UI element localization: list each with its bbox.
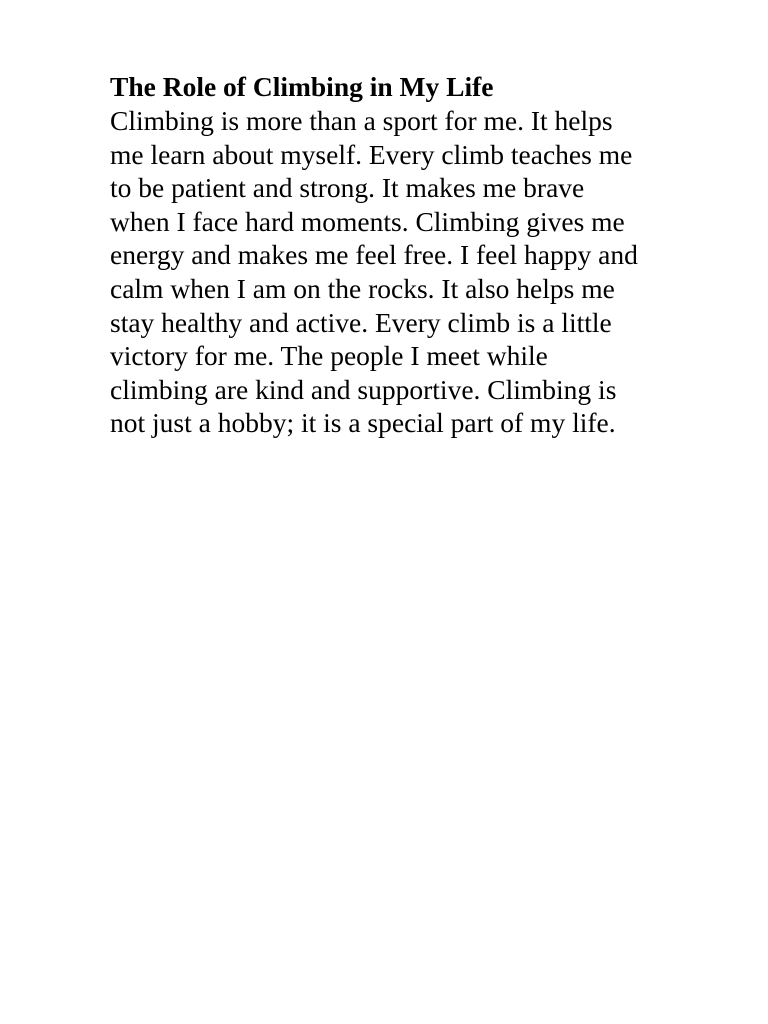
body-line: not just a hobby; it is a special part of my life. <box>110 407 616 439</box>
body-line: me learn about myself. Every climb teaches me <box>110 138 633 170</box>
document-title: The Role of Climbing in My Life <box>110 71 494 102</box>
body-line: calm when I am on the rocks. It also helps me <box>110 272 615 304</box>
document-content <box>110 70 710 440</box>
body-line: stay healthy and active. Every climb is a little <box>110 306 612 338</box>
body-line: victory for me. The people I meet while <box>110 340 548 372</box>
document-body <box>110 104 710 440</box>
body-line: climbing are kind and supportive. Climbing is <box>110 373 617 405</box>
body-line: to be patient and strong. It makes me brave <box>110 172 585 204</box>
body-line: energy and makes me feel free. I feel happy and <box>110 239 638 271</box>
body-line: when I face hard moments. Climbing gives me <box>110 205 625 237</box>
body-line: Climbing is more than a sport for me. It helps <box>110 105 613 136</box>
